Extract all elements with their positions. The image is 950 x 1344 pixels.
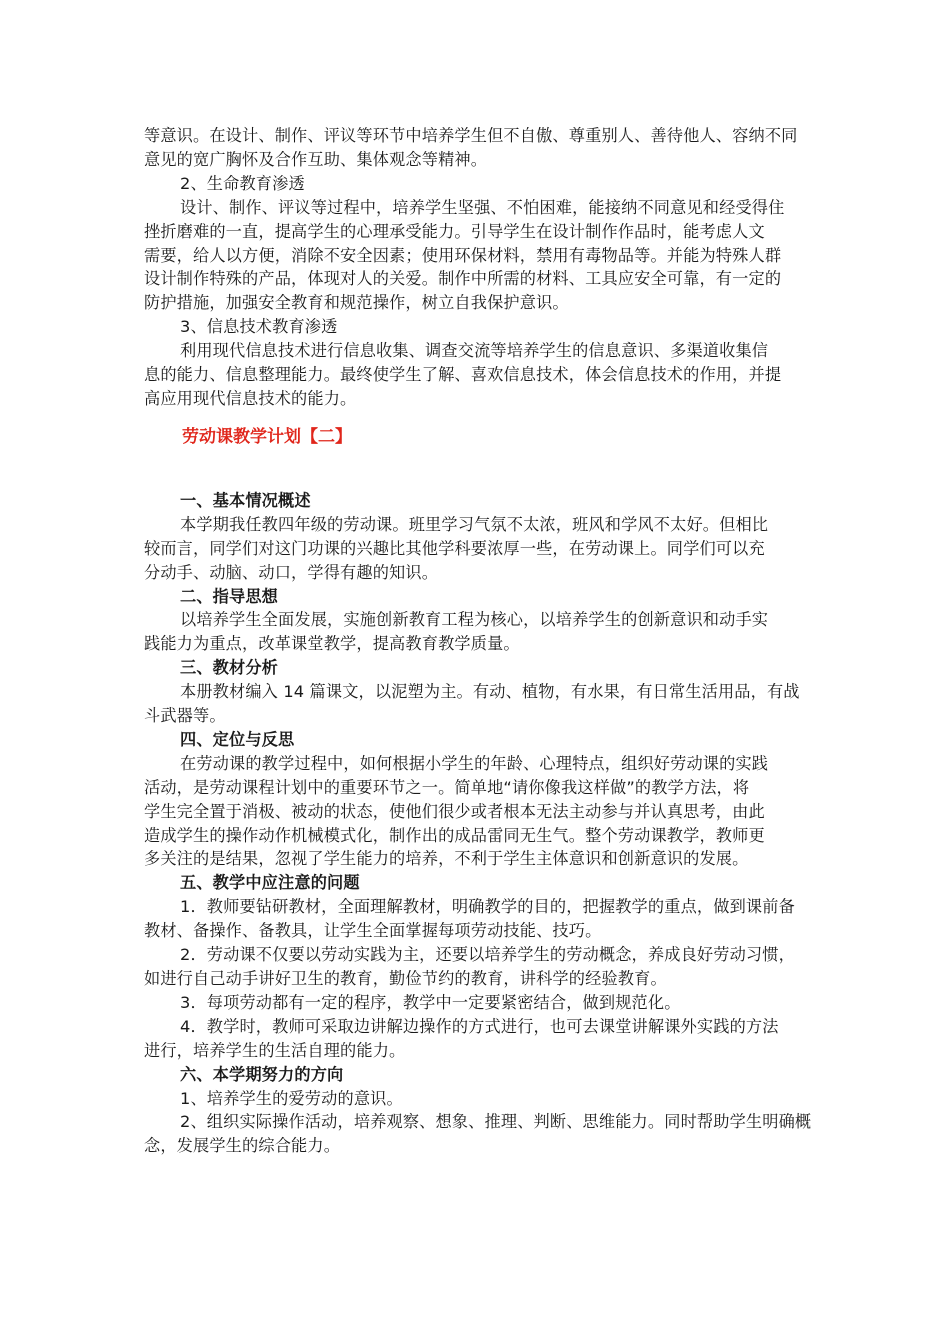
it-education-paragraph	[144, 339, 816, 411]
subheading-life-education: 2、生命教育渗透	[180, 173, 305, 193]
text-line: 学生完全置于消极、被动的状态，使他们很少或者根本无法主动参与并认真思考，由此	[144, 801, 765, 821]
subheading-it-education: 3、信息技术教育渗透	[180, 317, 338, 337]
text-line: 践能力为重点，改革课堂教学，提高教育教学质量。	[144, 634, 520, 654]
text-line: 分动手、动脑、动口，学得有趣的知识。	[144, 562, 439, 582]
text-line: 本学期我任教四年级的劳动课。班里学习气氛不太浓，班风和学风不太好。但相比	[180, 514, 769, 534]
list-item-continuation: 念，发展学生的综合能力。	[144, 1136, 341, 1156]
text-line: 防护措施，加强安全教育和规范操作，树立自我保护意识。	[144, 293, 569, 313]
text-line: 等意识。在设计、制作、评议等环节中培养学生但不自傲、尊重别人、善待他人、容纳不同	[144, 126, 798, 145]
text-line: 挫折磨难的一直，提高学生的心理承受能力。引导学生在设计制作作品时，能考虑人文	[144, 221, 765, 241]
list-item-continuation: 如进行自己动手讲好卫生的教育，勤俭节约的教育，讲科学的经验教育。	[144, 969, 667, 988]
heading-textbook-analysis: 三、教材分析	[180, 658, 279, 678]
document-page	[144, 124, 816, 1158]
text-line: 造成学生的操作动作机械模式化，制作出的成品雷同无生气。整个劳动课教学，教师更	[144, 825, 765, 845]
text-line: 高应用现代信息技术的能力。	[144, 388, 357, 408]
text-line: 斗武器等。	[144, 706, 226, 726]
text-line: 较而言，同学们对这门功课的兴趣比其他学科要浓厚一些，在劳动课上。同学们可以充	[144, 538, 765, 558]
text-line: 活动，是劳动课程计划中的重要环节之一。简单地“请你像我这样做”的教学方法，将	[144, 777, 750, 797]
text-line: 息的能力、信息整理能力。最终使学生了解、喜欢信息技术，体会信息技术的作用，并提	[144, 365, 782, 385]
list-item-continuation: 进行，培养学生的生活自理的能力。	[144, 1040, 406, 1060]
intro-paragraph	[144, 124, 816, 172]
section-title: 劳动课教学计划【二】	[182, 426, 352, 447]
heading-basic-situation: 一、基本情况概述	[180, 490, 311, 510]
list-item: 3．每项劳动都有一定的程序，教学中一定要紧密结合，做到规范化。	[180, 992, 681, 1012]
heading-teaching-notes: 五、教学中应注意的问题	[180, 873, 360, 893]
list-item-continuation: 教材、备操作、备教具，让学生全面掌握每项劳动技能、技巧。	[144, 921, 602, 941]
text-line: 本册教材编入 14 篇课文，以泥塑为主。有动、植物，有水果，有日常生活用品，有战	[180, 682, 800, 702]
text-line: 在劳动课的教学过程中，如何根据小学生的年龄、心理特点，组织好劳动课的实践	[180, 753, 769, 773]
list-item: 4．教学时，教师可采取边讲解边操作的方式进行，也可去课堂讲解课外实践的方法	[180, 1016, 779, 1036]
heading-semester-direction: 六、本学期努力的方向	[180, 1064, 344, 1084]
text-line: 设计制作特殊的产品，体现对人的关爱。制作中所需的材料、工具应安全可靠，有一定的	[144, 269, 782, 289]
list-item: 1．教师要钻研教材，全面理解教材，明确教学的目的，把握教学的重点，做到课前备	[180, 897, 795, 917]
text-line: 以培养学生全面发展，实施创新教育工程为核心，以培养学生的创新意识和动手实	[180, 610, 769, 630]
list-item: 1、培养学生的爱劳动的意识。	[180, 1088, 403, 1108]
list-item: 2、组织实际操作活动，培养观察、想象、推理、判断、思维能力。同时帮助学生明确概	[180, 1112, 812, 1132]
text-line: 利用现代信息技术进行信息收集、调查交流等培养学生的信息意识、多渠道收集信	[180, 341, 769, 361]
text-line: 意见的宽广胸怀及合作互助、集体观念等精神。	[144, 149, 488, 169]
heading-guiding-ideology: 二、指导思想	[180, 586, 279, 606]
text-line: 需要，给人以方便，消除不安全因素；使用环保材料，禁用有毒物品等。并能为特殊人群	[144, 245, 782, 265]
list-item: 2．劳动课不仅要以劳动实践为主，还要以培养学生的劳动概念，养成良好劳动习惯，	[180, 945, 795, 965]
heading-positioning-reflection: 四、定位与反思	[180, 729, 295, 749]
text-line: 设计、制作、评议等过程中，培养学生坚强、不怕困难，能接纳不同意见和经受得住	[180, 197, 785, 217]
text-line: 多关注的是结果，忽视了学生能力的培养，不利于学生主体意识和创新意识的发展。	[144, 849, 749, 869]
life-education-paragraph	[144, 196, 816, 316]
